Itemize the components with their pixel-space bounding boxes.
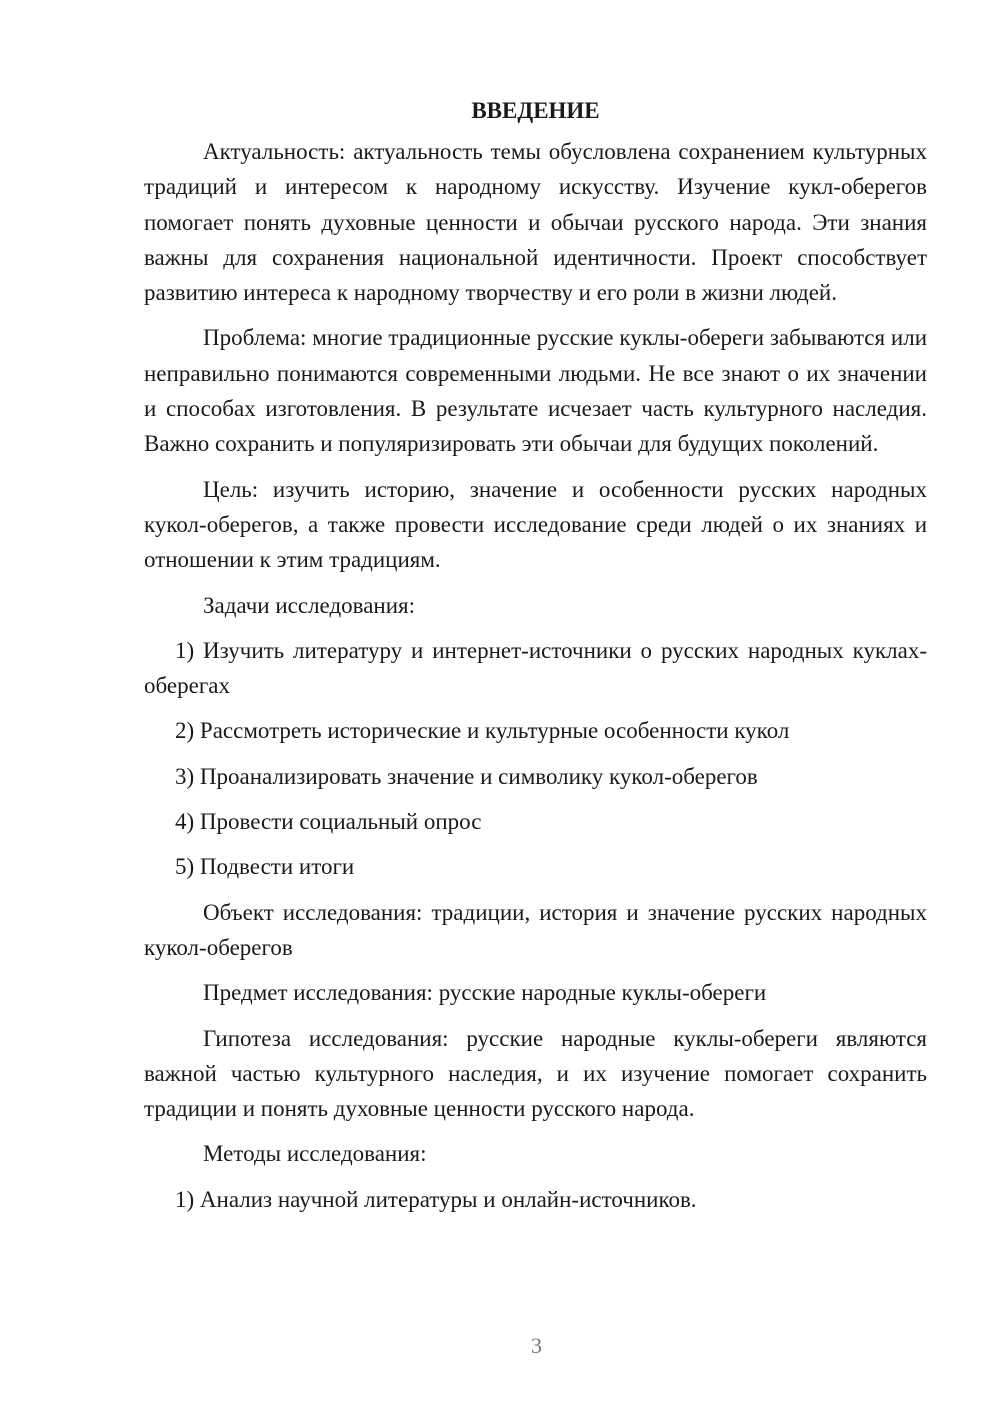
methods-heading: Методы исследования:: [203, 1141, 427, 1167]
problem-paragraph: Проблема: многие традиционные русские куклы-обереги забываются или неправильно понимаются современными людьми. Не все знают о их значении и способах изготовления. В результате исчезает часть культурного наследия. Важно сохранить и популяризировать эти обычаи для будущих поколений.: [144, 325, 927, 457]
object-paragraph: Объект исследования: традиции, история и значение русских народных кукол-оберегов: [144, 899, 927, 960]
hypothesis-paragraph: Гипотеза исследования: русские народные куклы-обереги являются важной частью культурного наследия, и их изучение помогает сохранить традиции и понять духовные ценности русского народа.: [144, 1025, 927, 1122]
page-content: [144, 93, 927, 1227]
method-item-1: 1) Анализ научной литературы и онлайн-источников.: [175, 1186, 697, 1212]
task-item-4: 4) Провести социальный опрос: [175, 809, 482, 835]
page-number: 3: [531, 1333, 542, 1358]
tasks-heading: Задачи исследования:: [203, 592, 416, 618]
relevance-paragraph: Актуальность: актуальность темы обусловлена сохранением культурных традиций и интересом к народному искусству. Изучение кукл-оберегов помогает понять духовные ценности и обычаи русского народа. Эти знания важны для сохранения национальной идентичности. Проект способствует развитию интереса к народному творчеству и его роли в жизни людей.: [144, 139, 927, 306]
task-item-1: 1) Изучить литературу и интернет-источники о русских народных куклах-оберегах: [144, 637, 927, 699]
task-item-2: 2) Рассмотреть исторические и культурные особенности кукол: [175, 718, 790, 744]
task-item-5: 5) Подвести итоги: [175, 854, 355, 880]
goal-paragraph: Цель: изучить историю, значение и особенности русских народных кукол-оберегов, а также провести исследование среди людей о их знаниях и отношении к этим традициям.: [144, 476, 927, 573]
page-title: ВВЕДЕНИЕ: [471, 98, 600, 123]
task-item-3: 3) Проанализировать значение и символику кукол-оберегов: [175, 763, 758, 789]
subject-paragraph: Предмет исследования: русские народные куклы-обереги: [203, 980, 767, 1006]
